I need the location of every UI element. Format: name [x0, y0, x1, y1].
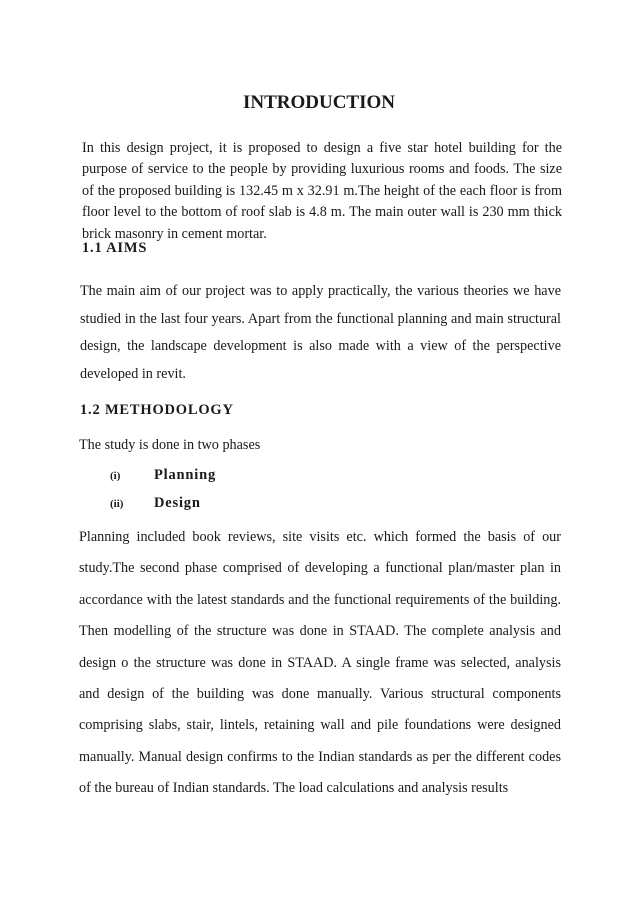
phase-item: [110, 467, 216, 484]
page-title: INTRODUCTION: [242, 92, 396, 113]
phase-number: (i): [110, 470, 121, 482]
phase-name: Planning: [154, 467, 217, 483]
phase-item: [110, 495, 201, 512]
phase-number: (ii): [110, 498, 124, 510]
methodology-paragraph: Planning included book reviews, site visits etc. which formed the basis of our study.The second phase comprised of developing a functional plan/master plan in accordance with the latest standards and the functional requirements of the building. Then modelling of the structure was done in STAAD. The complete analysis and design o the structure was done in STAAD. A single frame was selected, analysis and design of the building was done manually. Various structural components comprising slabs, stair, lintels, retaining wall and pile foundations were designed manually. Manual design confirms to the Indian standards as per the different codes of the bureau of Indian standards. The load calculations and analysis results: [79, 529, 561, 797]
phase-name: Design: [154, 495, 201, 511]
phases-intro: The study is done in two phases: [79, 437, 261, 453]
aims-heading: 1.1 AIMS: [82, 240, 148, 256]
aims-paragraph: The main aim of our project was to apply practically, the various theories we have studied in the last four years. Apart from the functional planning and main structural design, the landscape development is also made with a view of the perspective developed in revit.: [80, 283, 561, 382]
intro-paragraph: In this design project, it is proposed to design a five star hotel building for the purpose of service to the people by providing luxurious rooms and foods. The size of the proposed building is 132.45 m x 32.91 m.The height of the each floor is from floor level to the bottom of roof slab is 4.8 m. The main outer wall is 230 mm thick brick masonry in cement mortar.: [82, 140, 562, 242]
methodology-heading: 1.2 METHODOLOGY: [80, 402, 234, 418]
